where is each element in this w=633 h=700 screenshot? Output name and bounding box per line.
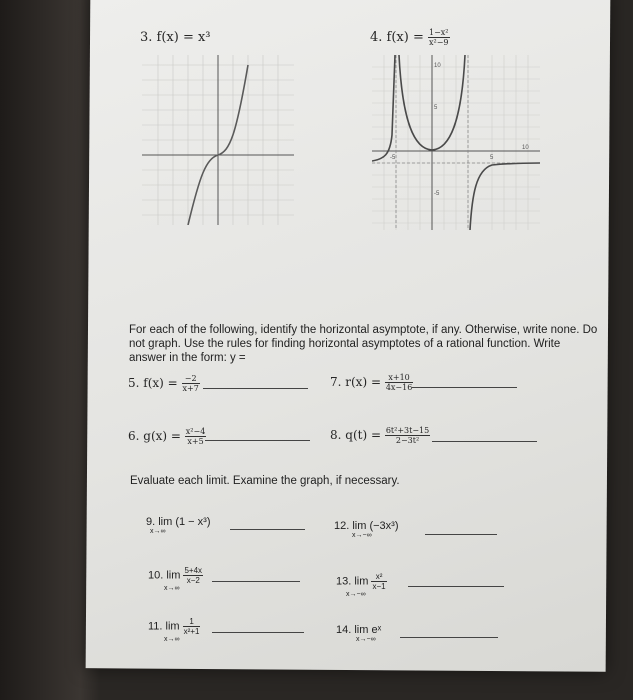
branch-left <box>372 55 395 161</box>
problem-8-fraction: $\frac{\text{6t²+3t−15}}{\text{2−3t²}}$ <box>385 426 430 445</box>
answer-blank-7[interactable] <box>412 387 517 388</box>
graph-cubic <box>142 55 294 225</box>
limit-12: 12. lim (−3x³) x→−∞ <box>334 520 399 539</box>
limits-heading: Evaluate each limit. Examine the graph, if necessary. <box>130 475 400 487</box>
answer-blank-11[interactable] <box>212 632 304 633</box>
answer-blank-6[interactable] <box>205 440 310 441</box>
table-edge-shadow <box>0 0 100 700</box>
problem-6-fraction: $\frac{\text{x²−4}}{x+5}$ <box>185 427 206 446</box>
tick-left: -5 <box>390 155 396 161</box>
graph-rational <box>372 55 540 230</box>
problem-3-label: 3. f(x) = x³ <box>140 30 211 45</box>
problem-4-prefix: 4. f(x) = <box>370 30 424 45</box>
problem-7: 7. r(x) = $\frac{x+10}{4x-16}$ <box>330 373 413 392</box>
answer-blank-9[interactable] <box>230 529 305 530</box>
limit-14: 14. lim eˣ x→−∞ <box>336 624 382 643</box>
tick-mid: 5 <box>434 105 438 111</box>
tick-right: 5 <box>490 155 494 161</box>
problem-5: 5. f(x) = $\frac{-2}{x+7}$ <box>128 374 199 393</box>
limit-13: 13. lim $\frac{\text{x²}}{x-1}$ x→−∞ <box>336 572 386 598</box>
tick-top: 10 <box>434 63 441 69</box>
limit-10: 10. lim $\frac{5+4x}{x-2}$ x→∞ <box>148 566 203 592</box>
problem-4-numerator: 1−x² <box>429 28 449 37</box>
problem-7-fraction: $\frac{x+10}{4x-16}$ <box>385 373 413 392</box>
answer-blank-5[interactable] <box>203 388 308 389</box>
tick-far: 10 <box>522 145 529 151</box>
answer-blank-12[interactable] <box>425 534 497 535</box>
answer-blank-8[interactable] <box>432 441 537 442</box>
answer-blank-14[interactable] <box>400 637 498 638</box>
tick-bottom: -5 <box>434 191 440 197</box>
problem-4-denominator: x²−9 <box>429 38 449 47</box>
branch-right <box>470 163 540 230</box>
answer-blank-10[interactable] <box>212 581 300 582</box>
problem-6: 6. g(x) = $\frac{\text{x²−4}}{x+5}$ <box>128 427 206 446</box>
problem-4-label <box>370 28 450 47</box>
problem-4-fraction <box>428 28 450 47</box>
instructions-text: For each of the following, identify the horizontal asymptote, if any. Otherwise, write none. Do not graph. Use the rules for finding horizontal asymptotes of a rational function. Write answer in the form: y = <box>129 324 598 364</box>
limit-9: 9. lim (1 − x³) x→∞ <box>146 516 211 535</box>
answer-blank-13[interactable] <box>408 586 504 587</box>
problem-8: 8. q(t) = $\frac{\text{6t²+3t−15}}{\text{2−3t²}}$ <box>330 426 430 445</box>
problem-5-fraction: $\frac{-2}{x+7}$ <box>182 374 199 393</box>
limit-11: 11. lim $\frac{1}{\text{x²+1}}$ x→∞ <box>148 617 200 643</box>
